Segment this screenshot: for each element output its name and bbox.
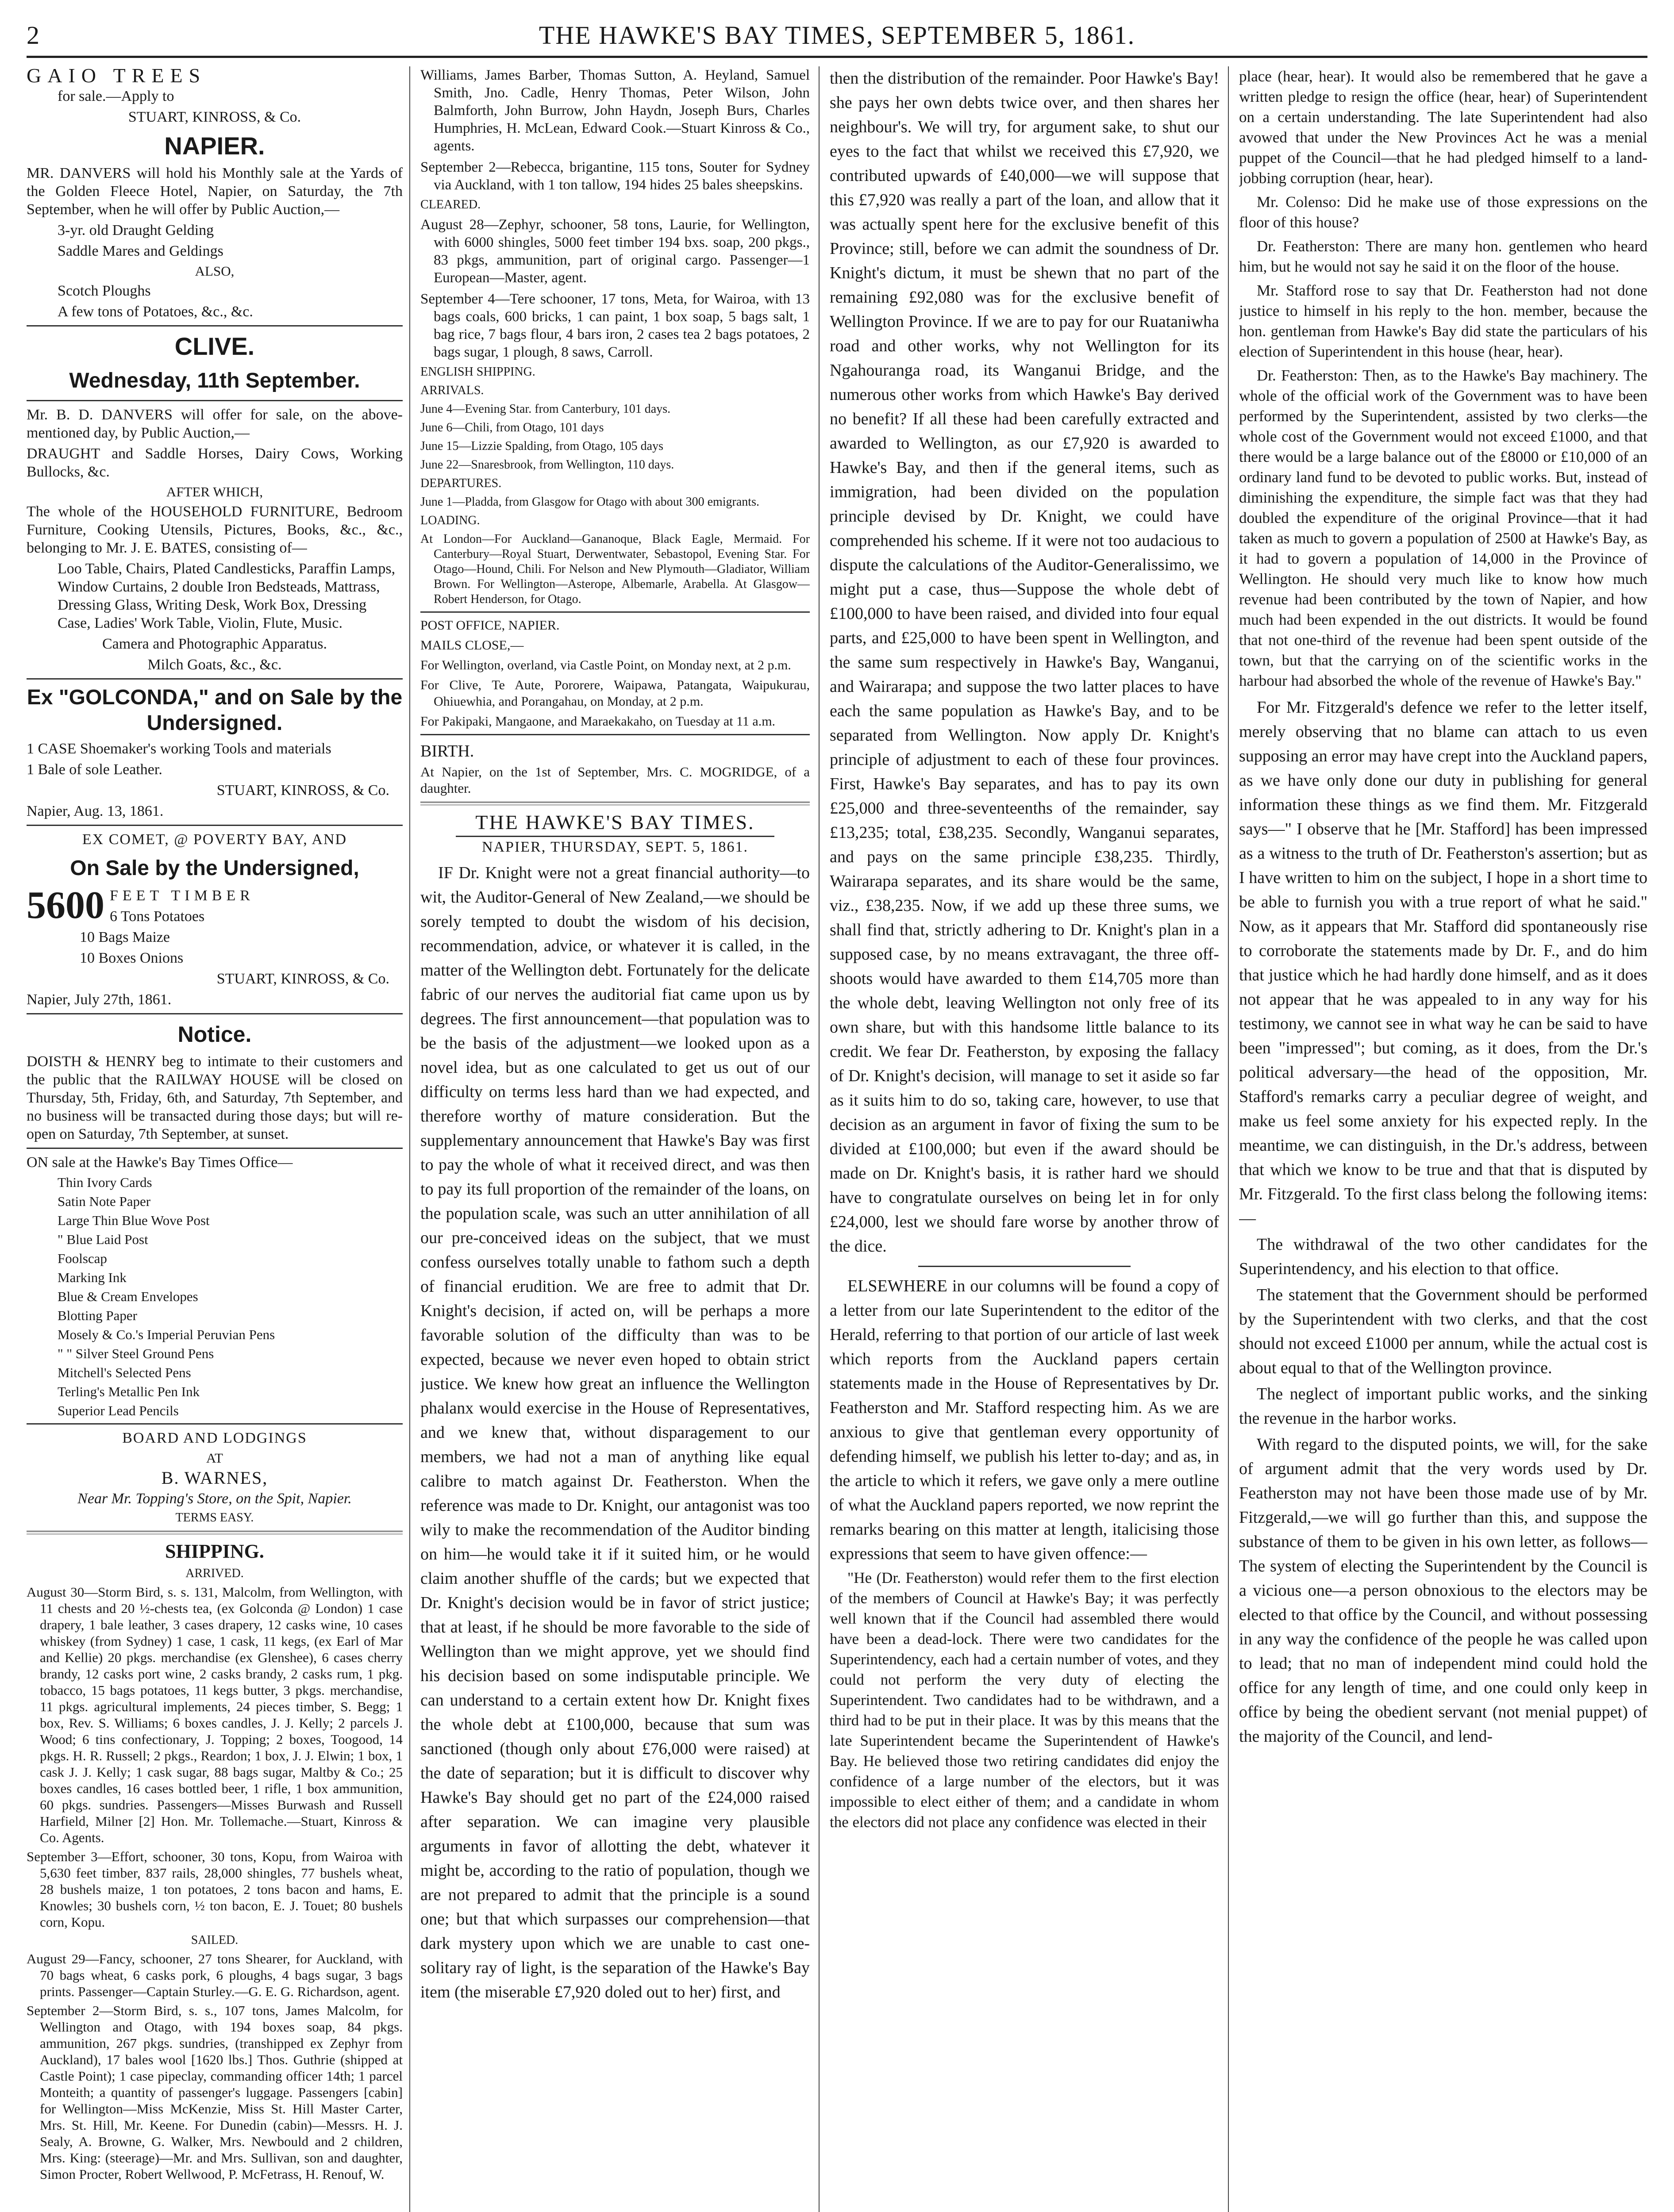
article-paragraph: With regard to the disputed points, we will, for the sake of argument admit that the very words used by Dr. Featherston may not have been those made use of by Mr. Fitzgerald,—we will go further than this, and suppose the substance of them to be given in his own letter, as follows—The system of electing the Superintendent by the Council is a vicious one—a person obnoxious to the electors may be elected to that office by the Council, and without possessing in any way the confidence of the people he was called upon to lead; that no man of independent mind could hold the office for any length of time, and one could only keep in office by being the obedient servant (not menial puppet) of the majority of the Council, and lend- bbox=[1239, 1435, 1647, 1746]
sailed-label: SAILED. bbox=[191, 1933, 239, 1947]
list-item: Blue & Cream Envelopes bbox=[58, 1289, 198, 1304]
quote-paragraph: place (hear, hear). It would also be remembered that he gave a written pledge to resign the office (hear, hear) of Superintendent on a certain understanding. The late Superintendent had also avowed that under the New Provinces Act he was a menial puppet of the Council—that he had pledged himself to a land-jobbing corruption (hear, hear). bbox=[1239, 68, 1647, 187]
board-address: Near Mr. Topping's Store, on the Spit, Napier. bbox=[77, 1490, 352, 1507]
column-three bbox=[830, 66, 1219, 2212]
shipping-entry: June 1—Pladda, from Glasgow for Otago with about 300 emigrants. bbox=[420, 495, 759, 509]
list-item: Mitchell's Selected Pens bbox=[58, 1365, 191, 1380]
auction-item: Scotch Ploughs bbox=[58, 283, 151, 299]
list-item: Marking Ink bbox=[58, 1270, 127, 1285]
golconda-item: 1 Bale of sole Leather. bbox=[27, 761, 162, 778]
loading-text: At London—For Auckland—Gananoque, Black Eagle, Mermaid. For Canterbury—Royal Stuart, Derwentwater, Sebastopol, Evening Star. For Otago—Hound, Chili. For Nelson and New Plymouth—Gladiator, William Brown. For Wellington—Asterope, Albemarle, Arabella. At Glasgow—Robert Henderson, for Otago. bbox=[420, 532, 810, 606]
auction-item: ALSO, bbox=[195, 263, 235, 279]
notice-heading: Notice. bbox=[177, 1022, 252, 1047]
mail-entry: For Pakipaki, Mangaone, and Maraekakaho, on Tuesday at 11 a.m. bbox=[420, 714, 776, 729]
onsale-text: ON sale at the Hawke's Bay Times Office— bbox=[27, 1154, 293, 1171]
quote-paragraph: Mr. Colenso: Did he make use of those expressions on the floor of this house? bbox=[1239, 193, 1647, 231]
divider bbox=[420, 802, 810, 805]
article-paragraph: The statement that the Government should be performed by the Superintendent with two clerks, and that the cost should not exceed £1000 per annum, while the actual cost is about equal to that of the Wellington province. bbox=[1239, 1286, 1647, 1377]
article-paragraph: The neglect of important public works, and the sinking the revenue in the harbor works. bbox=[1239, 1385, 1647, 1428]
list-item: Satin Note Paper bbox=[58, 1194, 151, 1209]
masthead bbox=[27, 16, 1647, 58]
loading-label: LOADING. bbox=[420, 514, 480, 527]
mail-entry: For Wellington, overland, via Castle Point, on Monday next, at 2 p.m. bbox=[420, 658, 791, 672]
second-article bbox=[830, 1274, 1219, 1566]
list-item: " Blue Laid Post bbox=[58, 1232, 148, 1247]
shipping-entry: August 30—Storm Bird, s. s. 131, Malcolm, from Wellington, with 11 chests and 20 ½-chests tea, (ex Golconda @ London) 1 case drapery, 1 bale leather, 3 cases drapery, 12 casks wine, 10 cases whiskey (from Sydney) 1 case, 1 cask, 11 kegs, (ex Earl of Mar and Kellie) 20 pkgs. merchandise (ex Glenshee), 6 cases cherry brandy, 12 casks port wine, 2 casks brandy, 2 casks rum, 1 pkg. tobacco, 15 bags potatoes, 11 kegs butter, 3 pkgs. merchandise, 11 pkgs. agricultural implements, 24 pieces timber, S. Begg; 1 box, Rev. S. Williams; 6 boxes candles, J. J. Kelly; 2 parcels J. Wood; 6 tins confectionary, J. Topping; 2 boxes, Toogood, 14 pkgs. H. R. Russell; 2 pkgs., Reardon; 1 box, J. J. Elwin; 1 box, 1 cask J. J. Kelly; 1 cask sugar, 88 bags sugar, Maltby & Co.; 25 boxes candles, 16 cases bottled beer, 1 rifle, 1 box ammunition, 60 pkgs. sundries. Passengers—Misses Burwash and Russell Harfield, Milner [2] Hon. Mr. Tollemache.—Stuart, Kinross & Co. Agents. bbox=[27, 1584, 403, 1845]
column-advertisements bbox=[27, 66, 403, 2212]
list-item: Superior Lead Pencils bbox=[58, 1403, 179, 1418]
shipping-entry: June 15—Lizzie Spalding, from Otago, 105 days bbox=[420, 439, 664, 453]
shipping-continued bbox=[420, 66, 810, 607]
ad-signature: STUART, KINROSS, & Co. bbox=[128, 109, 301, 125]
board-name: B. WARNES, bbox=[161, 1468, 268, 1488]
shipping-heading: SHIPPING. bbox=[165, 1540, 264, 1562]
column-rule bbox=[819, 66, 820, 2212]
quote-paragraph: Dr. Featherston: There are many hon. gentlemen who heard him, but he would not say he said it on the floor of the house. bbox=[1239, 238, 1647, 275]
board-terms: TERMS EASY. bbox=[175, 1511, 254, 1525]
poverty-heading: On Sale by the Undersigned, bbox=[70, 856, 359, 880]
shipping-entry: August 29—Fancy, schooner, 27 tons Shearer, for Auckland, with 70 bags wheat, 6 casks pork, 6 ploughs, 4 bags sugar, 3 bags prints. Passenger—Captain Sturley.—G. E. G. Richardson, agent. bbox=[27, 1951, 403, 1999]
danvers-notice: MR. DANVERS will hold his Monthly sale at the Yards of the Golden Fleece Hotel, Napier, on Saturday, the 7th September, when he will offer by Public Auction,— bbox=[27, 165, 403, 218]
editorial-paragraph: IF Dr. Knight were not a great financial authority—to wit, the Auditor-General of New Zealand,—we should be sorely tempted to doubt the wisdom of his decision, recommendation, advice, or whatever it is called, in the matter of the Wellington debt. Fortunately for the delicate fabric of our nerves the auditorial fiat came upon us by degrees. The first announcement—that population was to be the basis of the adjustment—we looked upon as a novel idea, but as one calculated to get us out of our difficulty on terms less hard than we had expected, and therefore worthy of mature consideration. But the supplementary announcement that Hawke's Bay was first to pay the whole of what it received direct, and was then to pay its full proportion of the remainder of the loans, on the population scale, was such an utter annihilation of all our pre-conceived ideas on the subject, that we must confess ourselves totally unable to fathom such a depth of financial erudition. We are free to admit that Dr. Knight's decision, if acted on, will be perhaps a more favorable solution of the difficulty than was to be expected, because we never even hoped to obtain strict justice. We knew how great an influence the Wellington phalanx would exercise in the House of Representatives, and we knew that, without disparagement to our members, we had not a man of anything like equal calibre to match against Dr. Featherston. When the reference was made to Dr. Knight, our antagonist was too wily to make the recommendation of the Auditor binding on him—he would take it if it suited him, or he would claim another shuffle of the cards; but we expected that Dr. Knight's decision would be in favor of strict justice; that at least, if he should be more favorable to the side of Wellington than we might approve, yet we should find his decision based on some indisputable principle. We can understand to a certain extent how Dr. Knight fixes the whole debt at £100,000, because that sum was sanctioned (though only about £76,000 were raised) at the date of separation; but it is difficult to discover why Hawke's Bay should get no part of the £24,000 raised after separation. We can imagine very plausible arguments in favor of allotting the debt, whatever it might be, according to the ratio of population, though we are not prepared to admit that the principle is a sound one; but that which surpasses our comprehension—that dark mystery upon which we are unable to cast one-solitary ray of light, is the separation of the Hawke's Bay item (the miserable £7,920 doled out to her) first, and bbox=[420, 864, 810, 2001]
english-shipping-heading: ENGLISH SHIPPING. bbox=[420, 365, 535, 379]
board-at: AT bbox=[206, 1450, 223, 1466]
furniture-items: Loo Table, Chairs, Plated Candlesticks, Paraffin Lamps, Window Curtains, 2 double Iron Bedsteads, Mattrass, Dressing Glass, Writing Desk, Work Box, Dressing Case, Ladies' Work Table, Violin, Flute, Music. bbox=[58, 561, 396, 631]
poverty-item: 10 Bags Maize bbox=[80, 929, 170, 945]
paper-title: THE HAWKE'S BAY TIMES. bbox=[475, 811, 755, 833]
quoted-report bbox=[830, 1568, 1219, 1832]
editorial-paragraph: then the distribution of the remainder. Poor Hawke's Bay! she pays her own debts twice over, and then shares her neighbour's. We will try, for argument sake, to shut our eyes to the fact that whilst we received this £7,920, we contributed upwards of £40,000—we will suppose that this £7,920 was really a part of the loan, and allow that it was actually spent here for the exclusive benefit of this Province; still, before we can admit the soundness of Dr. Knight's dictum, it must be shewn that no part of the remaining £92,080 was for the exclusive benefit of Wellington Province. If we are to pay for our Ruataniwha road and other works, why not Wellington for its Ngahouranga road, its Wanganui Bridge, and the numerous other works from which Hawke's Bay derived no benefit? If all these had been carefully extracted and awarded to Wellington, as our £7,920 is awarded to Hawke's Bay, and then if the general items, such as immigration, had been divided on the population principle devised by Dr. Knight, we could have comprehended his scheme. If it were not too audacious to dispute the calculations of the Auditor-Generalissimo, we might put a case, thus—Suppose the whole debt of £100,000 to have been raised, and divided into four equal parts, and £25,000 to have been spent in Wellington, and the same sum respectively in Hawke's Bay, Wanganui, and Wairarapa; and suppose the two latter places to have each the same population as Hawke's Bay, and to be separated from Wellington. Now apply Dr. Knight's principle of adjustment to each of these four provinces. First, Hawke's Bay separates, and has to pay its own £25,000 and three-seventeenths of the remainder, say £13,235; total, £38,235. Secondly, Wanganui separates, and pays on the same principle £38,235. Thirdly, Wairarapa separates, and its share would be the same, viz., £38,235. Now, if we add up these three sums, we shall find that, strictly adhering to Dr. Knight's plan in a supposed case, by no means extravagant, the three off-shoots would have awarded to them £14,705 more than the whole debt, leaving Wellington not only free of its own share, but with this handsome little balance to its credit. We fear Dr. Featherston, by exposing the fallacy of Dr. Knight's decision, will manage to set it aside so far as it suits him to do so, taking care, however, to use that decision as an argument in favor of fixing the sum to be divided at £100,000; but even if the award should be made on Dr. Knight's basis, it is rather hard we should have to congratulate ourselves on being let in for only £24,000, lest we should fare worse by another throw of the dice. bbox=[830, 69, 1219, 1256]
shipping-entry: Williams, James Barber, Thomas Sutton, A. Heyland, Samuel Smith, Jno. Cadle, Henry Thomas, Peter Wilson, John Balmforth, John Burrow, John Haydn, Joseph Burs, Charles Humphries, H. McLean, Edward Cook.—Stuart Kinross & Co., agents. bbox=[420, 67, 810, 154]
ad-title: GAIO TREES bbox=[27, 66, 207, 87]
arrivals-label: ARRIVALS. bbox=[420, 384, 484, 397]
post-office-heading: POST OFFICE, NAPIER. bbox=[420, 618, 560, 633]
golconda-item: 1 CASE Shoemaker's working Tools and materials bbox=[27, 741, 331, 757]
napier-heading: NAPIER. bbox=[164, 132, 265, 160]
shipping-entry: June 22—Snaresbrook, from Wellington, 110 days. bbox=[420, 458, 674, 472]
shipping-entry: June 6—Chili, from Otago, 101 days bbox=[420, 421, 604, 434]
shipping-entry: September 2—Rebecca, brigantine, 115 tons, Souter for Sydney via Auckland, with 1 ton tallow, 194 hides 25 bales sheepskins. bbox=[420, 159, 810, 193]
article-paragraph: ELSEWHERE in our columns will be found a copy of a letter from our late Superintendent to the editor of the Herald, referring to that portion of our article of last week which reports from the Auckland papers certain statements made in the House of Representatives by Dr. Featherston and Mr. Stafford respecting him. As we are anxious to give that gentleman every opportunity of defending himself, we publish his letter to-day; and as, in the article to which it refers, we gave only a mere outline of what the Auckland papers reported, we now reprint the remarks bearing on this matter at length, italicising those expressions that seem to have given offence:— bbox=[830, 1277, 1219, 1563]
gaio-trees-ad bbox=[27, 66, 403, 126]
auction-item: 3-yr. old Draught Gelding bbox=[58, 222, 214, 238]
quoted-report-continued bbox=[1239, 66, 1647, 691]
notice-text: DOISTH & HENRY beg to intimate to their customers and the public that the RAILWAY HOUSE will be closed on Thursday, 5th, Friday, 6th, and Saturday, 7th September, and no business will be transacted during those days; but will re-open on Saturday, 7th September, at sunset. bbox=[27, 1053, 403, 1142]
list-item: " " Silver Steel Ground Pens bbox=[58, 1346, 214, 1361]
arrived-label: ARRIVED. bbox=[185, 1567, 244, 1580]
clive-heading: CLIVE. bbox=[174, 332, 255, 360]
auction-item: A few tons of Potatoes, &c., &c. bbox=[58, 303, 253, 320]
quote-paragraph: Dr. Featherston: Then, as to the Hawke's Bay machinery. The whole of the official work of the Government was to have been performed by the Superintendent, assisted by two clerks—the whole cost of the Government would not exceed £1000, and that there would be a large balance out of the £8000 or £10,000 of an ordinary land fund to be devoted to public works. But, instead of diminishing the expenditure, the simple fact was that they had doubled the expenditure of the original Province—that it had taken as much to govern a population of 2500 at Hawke's Bay, as it had to govern a population of 14,000 in the Province of Wellington. He should very much like to know how much revenue had been contributed by the town of Napier, and how much had been expended in the out districts. It would be found that not one-third of the revenue had been spent outside of the town, but that the carrying on of the scientific works in the harbour had absorbed the whole of the revenue of Hawke's Bay." bbox=[1239, 367, 1647, 689]
divider bbox=[27, 1531, 403, 1534]
page-number: 2 bbox=[27, 21, 39, 50]
post-office-notice bbox=[420, 617, 810, 730]
list-item: Terling's Metallic Pen Ink bbox=[58, 1384, 200, 1399]
shipping-entry: June 4—Evening Star. from Canterbury, 101 days. bbox=[420, 402, 671, 416]
ad-signature: STUART, KINROSS, & Co. bbox=[216, 782, 389, 799]
divider bbox=[27, 1423, 403, 1425]
commentary-article bbox=[1239, 695, 1647, 1749]
poverty-line: EX COMET, @ POVERTY BAY, AND bbox=[82, 831, 347, 848]
divider bbox=[420, 734, 810, 735]
divider bbox=[420, 611, 810, 613]
divider bbox=[918, 1266, 1131, 1267]
timber-quantity: 5600 bbox=[27, 884, 104, 927]
poverty-item: 6 Tons Potatoes bbox=[110, 908, 205, 925]
shipping-list bbox=[27, 1566, 403, 2182]
article-paragraph: For Mr. Fitzgerald's defence we refer to the letter itself, merely observing that no blame can attach to us even supposing an error may have crept into the Auckland papers, as we have only done our duty in publishing for general information these things as we find them. Mr. Fitzgerald says—" I observe that he [Mr. Stafford] has been impressed as a witness to the truth of Dr. Featherston's assertion; but as I have written to him on the subject, I hope in a short time to be able to furnish you with a true report of what he said." Now, as it appears that Mr. Stafford did spontaneously rise to corroborate the statements made by Dr. F., and do him that justice which he had hardly done himself, and as it does not appear that he was appealed to in any way for his testimony, we cannot see in what way he can be said to have been "impressed"; but coming, as it does, from the Dr.'s political adversary—the head of the opposition, Mr. Stafford's remarks carry a peculiar degree of weight, and make us feel some anxiety for his expected reply. In the meantime, we can distinguish, in the Dr.'s address, between that which we know to be true and that that is disputed by Mr. Fitzgerald. To the first class belong the following items:— bbox=[1239, 698, 1647, 1228]
after-which: AFTER WHICH, bbox=[166, 484, 263, 499]
list-item: Mosely & Co.'s Imperial Peruvian Pens bbox=[58, 1327, 275, 1342]
birth-heading: BIRTH. bbox=[420, 742, 474, 760]
ad-date: Napier, July 27th, 1861. bbox=[27, 991, 172, 1008]
shipping-entry: September 3—Effort, schooner, 30 tons, Kopu, from Wairoa with 5,630 feet timber, 837 rails, 28,000 shingles, 77 bushels wheat, 28 bushels maize, 1 ton potatoes, 2 tons bacon and hams, E. Knowles; 30 bushels corn, ½ ton bacon, E. J. Touet; 80 bushels corn, Kopu. bbox=[27, 1849, 403, 1930]
stationery-list bbox=[27, 1174, 403, 1419]
furniture-text: The whole of the HOUSEHOLD FURNITURE, Bedroom Furniture, Cooking Utensils, Pictures, Books, &c., &c., belonging to Mr. J. E. BATES, consisting of— bbox=[27, 503, 403, 556]
golconda-heading: Ex "GOLCONDA," and on Sale by the Undersigned. bbox=[27, 686, 403, 735]
column-rule bbox=[1228, 66, 1229, 2212]
divider bbox=[27, 325, 403, 326]
column-two bbox=[420, 66, 810, 2212]
auction-item: Saddle Mares and Geldings bbox=[58, 243, 223, 259]
list-item: Foolscap bbox=[58, 1251, 107, 1266]
editorial-continued bbox=[830, 66, 1219, 1259]
draught-line: DRAUGHT and Saddle Horses, Dairy Cows, Working Bullocks, &c. bbox=[27, 445, 403, 480]
divider bbox=[27, 825, 403, 826]
shipping-entry: September 4—Tere schooner, 17 tons, Meta, for Wairoa, with 13 bags coals, 600 bricks, 1 can paint, 1 box soap, 5 bags salt, 1 bag rice, 7 bags flour, 4 bars iron, 2 cases tea 2 bags potatoes, 2 bags sugar, 1 plough, 8 saws, Carroll. bbox=[420, 291, 810, 360]
editorial-article bbox=[420, 861, 810, 2005]
divider bbox=[27, 1013, 403, 1014]
ad-date: Napier, Aug. 13, 1861. bbox=[27, 803, 164, 819]
ad-line: for sale.—Apply to bbox=[58, 88, 174, 104]
clive-notice: Mr. B. D. DANVERS will offer for sale, on the above-mentioned day, by Public Auction,— bbox=[27, 407, 403, 441]
article-paragraph: The withdrawal of the two other candidates for the Superintendency, and his election to that office. bbox=[1239, 1235, 1647, 1278]
departures-label: DEPARTURES. bbox=[420, 476, 502, 490]
list-item: Thin Ivory Cards bbox=[58, 1175, 152, 1190]
wednesday-heading: Wednesday, 11th September. bbox=[69, 369, 360, 392]
column-rule bbox=[409, 66, 410, 2212]
list-item: Blotting Paper bbox=[58, 1308, 137, 1323]
quote-paragraph: "He (Dr. Featherston) would refer them to the first election of the members of Council at Hawke's Bay; it was perfectly well known that if the Council had assembled there would have been a dead-lock. There were two candidates for the Superintendency, each had a certain number of votes, and they could not perform the very duty of electing the Superintendent. Two candidates had to be withdrawn, and a third had to be put in their place. It was by this means that the late Superintendent became the Superintendent of Hawke's Bay. He believed those two retiring candidates did enjoy the confidence of a large number of the electors, but it was impossible to elect either of them; and a candidate in whom the electors did not place any confidence was elected in their bbox=[830, 1569, 1219, 1831]
divider bbox=[27, 678, 403, 680]
shipping-entry: August 28—Zephyr, schooner, 58 tons, Laurie, for Wellington, with 6000 shingles, 5000 feet timber 194 bxs. soap, 200 pkgs., 83 pkgs, ammunition, part of original cargo. Passenger—1 European—Master, agent. bbox=[420, 217, 810, 286]
dateline: NAPIER, THURSDAY, SEPT. 5, 1861. bbox=[481, 839, 749, 855]
cleared-label: CLEARED. bbox=[420, 198, 481, 211]
camera-line: Camera and Photographic Apparatus. bbox=[102, 636, 327, 652]
divider bbox=[27, 400, 403, 401]
quote-paragraph: Mr. Stafford rose to say that Dr. Featherston had not done justice to himself in his reply to the hon. member, because the hon. gentleman from Hawke's Bay did state the particulars of his election of Superintendent in this house (hear, hear). bbox=[1239, 282, 1647, 360]
column-four bbox=[1239, 66, 1647, 2212]
shipping-entry: September 2—Storm Bird, s. s., 107 tons, James Malcolm, for Wellington and Otago, with 194 boxes soap, 84 pkgs. ammunition, 267 pkgs. sundries, (transhipped ex Zephyr from Auckland), 17 bales wool [1620 lbs.] Thos. Guthrie (shipped at Castle Point); 1 case pipeclay, commanding officer 14th; 1 parcel Monteith; a quantity of passenger's luggage. Passengers [cabin] for Wellington—Miss McKenzie, Miss St. Hill Master Carter, Mrs. St. Hill, Mr. Keene. For Dunedin (cabin)—Messrs. H. J. Sealy, A. Browne, G. Walker, Mrs. Newbould and 2 children, Mrs. King: (steerage)—Mr. and Mrs. Sullivan, son and daughter, Simon Procter, Robert Wellwood, P. McFetrass, H. Renouf, W. bbox=[27, 2003, 403, 2182]
list-item: Large Thin Blue Wove Post bbox=[58, 1213, 210, 1228]
birth-text: At Napier, on the 1st of September, Mrs. C. MOGRIDGE, of a daughter. bbox=[420, 764, 810, 796]
board-heading: BOARD AND LODGINGS bbox=[122, 1430, 307, 1446]
newspaper-title: THE HAWKE'S BAY TIMES, SEPTEMBER 5, 1861. bbox=[539, 21, 1135, 50]
poverty-item: FEET TIMBER bbox=[110, 887, 254, 904]
mail-entry: For Clive, Te Aute, Pororere, Waipawa, Patangata, Waipukurau, Ohiuewhia, and Porangahau, on Monday, at 2 p.m. bbox=[420, 678, 810, 709]
mails-label: MAILS CLOSE,— bbox=[420, 638, 524, 653]
divider bbox=[456, 836, 774, 837]
goats-line: Milch Goats, &c., &c. bbox=[147, 657, 282, 673]
divider bbox=[27, 1148, 403, 1149]
poverty-item: 10 Boxes Onions bbox=[80, 950, 184, 966]
ad-signature: STUART, KINROSS, & Co. bbox=[216, 971, 389, 987]
